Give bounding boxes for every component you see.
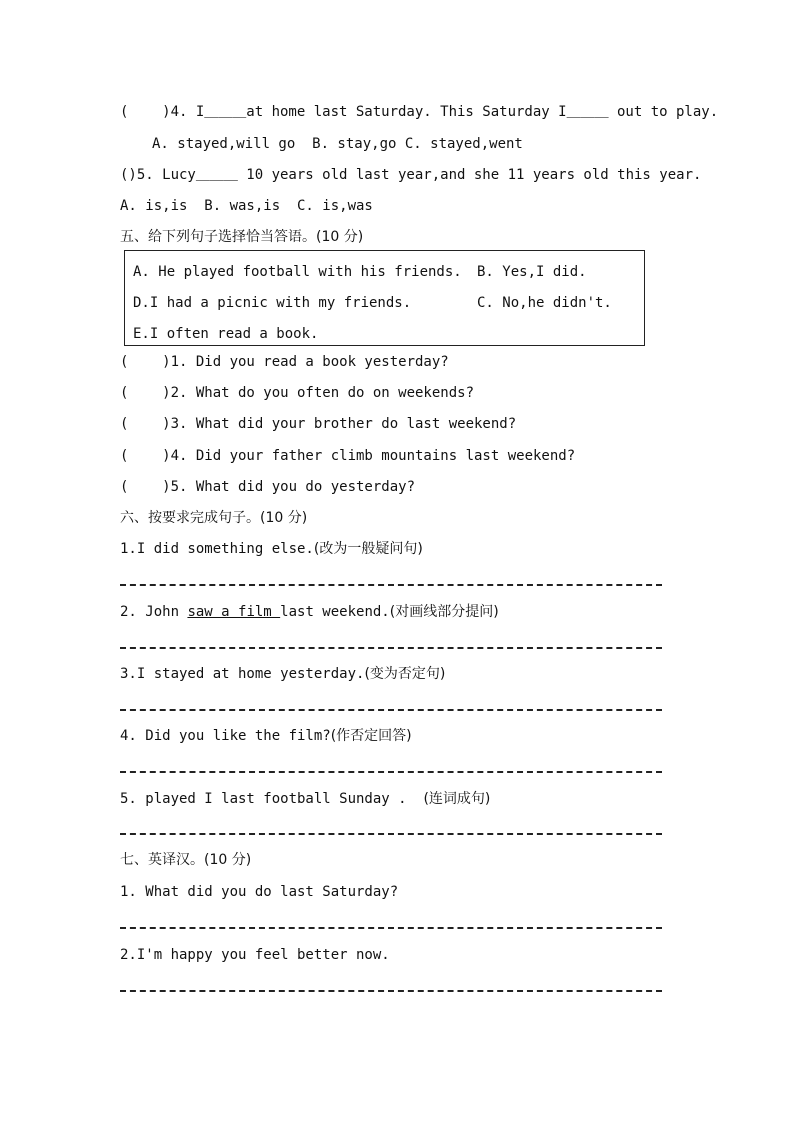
answer-line xyxy=(120,771,662,773)
translate-question-1: 1. What did you do last Saturday? xyxy=(120,884,399,900)
question-instruction: (作否定回答) xyxy=(330,728,412,744)
transform-question-2 xyxy=(120,603,499,621)
mc-question-5: ()5. Lucy＿＿＿ 10 years old last year,and she 11 years old this year. xyxy=(120,167,702,183)
question-instruction: (变为否定句) xyxy=(364,666,446,682)
question-text: 5. played I last football Sunday . xyxy=(120,791,424,807)
question-text: 3.I stayed at home yesterday. xyxy=(120,666,365,682)
transform-question-4 xyxy=(120,727,412,745)
answer-line xyxy=(120,647,662,649)
question-instruction: (连词成句) xyxy=(423,791,491,807)
answer-line xyxy=(120,990,662,992)
match-question-2: ( )2. What do you often do on weekends? xyxy=(120,385,475,401)
mc-question-4: ( )4. I＿＿＿at home last Saturday. This Saturday I＿＿＿ out to play. xyxy=(120,104,719,120)
match-question-5: ( )5. What did you do yesterday? xyxy=(120,479,416,495)
option-d: D.I had a picnic with my friends. xyxy=(133,295,412,311)
translate-question-2: 2.I'm happy you feel better now. xyxy=(120,947,390,963)
question-text: 4. Did you like the film? xyxy=(120,728,331,744)
section-5-heading: 五、给下列句子选择恰当答语。(10 分) xyxy=(120,229,364,245)
transform-question-3 xyxy=(120,665,445,683)
option-b: B. Yes,I did. xyxy=(477,264,587,280)
option-c: C. No,he didn't. xyxy=(477,295,612,311)
underlined-phrase: saw a film xyxy=(187,604,281,620)
question-text: 2. John xyxy=(120,604,188,620)
answer-line xyxy=(120,584,662,586)
option-a: A. He played football with his friends. xyxy=(133,264,462,280)
section-7-heading: 七、英译汉。(10 分) xyxy=(120,852,252,868)
answer-line xyxy=(120,927,662,929)
answer-options-box xyxy=(124,250,645,346)
mc-question-4-options: A. stayed,will go B. stay,go C. stayed,went xyxy=(152,136,523,152)
question-text: last weekend. xyxy=(280,604,390,620)
question-text: 1.I did something else. xyxy=(120,541,314,557)
match-question-3: ( )3. What did your brother do last weekend? xyxy=(120,416,517,432)
answer-line xyxy=(120,833,662,835)
mc-question-5-options: A. is,is B. was,is C. is,was xyxy=(120,198,373,214)
match-question-4: ( )4. Did your father climb mountains last weekend? xyxy=(120,448,576,464)
match-question-1: ( )1. Did you read a book yesterday? xyxy=(120,354,449,370)
transform-question-1 xyxy=(120,540,423,558)
section-6-heading: 六、按要求完成句子。(10 分) xyxy=(120,510,308,526)
question-instruction: (改为一般疑问句) xyxy=(313,541,423,557)
answer-line xyxy=(120,709,662,711)
option-e: E.I often read a book. xyxy=(133,326,319,342)
transform-question-5 xyxy=(120,790,490,808)
question-instruction: (对画线部分提问) xyxy=(389,604,499,620)
